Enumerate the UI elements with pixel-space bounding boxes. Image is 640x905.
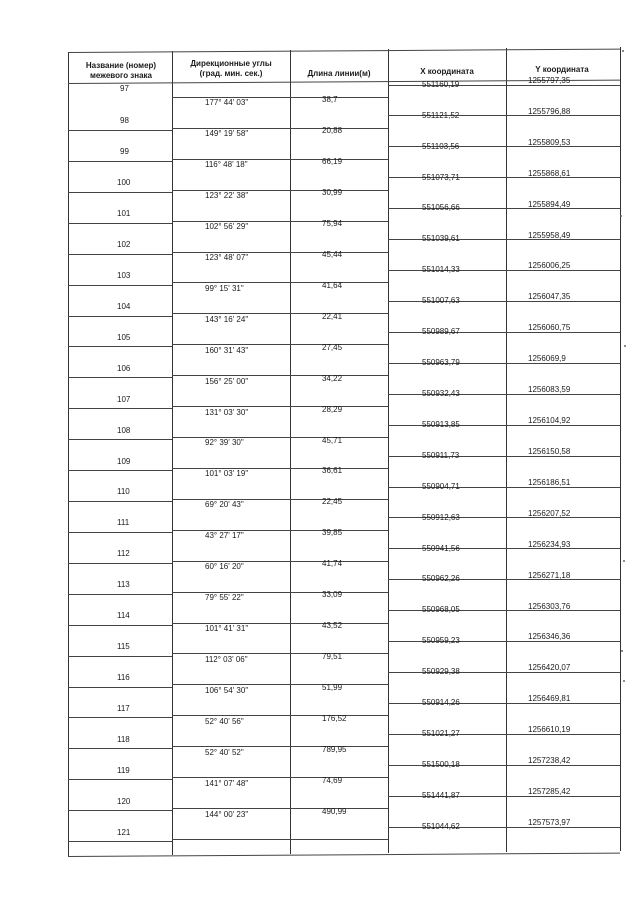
segment-length: 38,7 (322, 95, 338, 105)
scan-speck (624, 345, 626, 347)
header-name-line2: межевого знака (89, 71, 153, 80)
header-length: Длина линии(м) (307, 69, 371, 78)
segment-length: 30,99 (322, 188, 343, 198)
point-name: 112 (117, 549, 130, 559)
segment-angle: 131° 03' 30" (205, 407, 249, 417)
header-angle (172, 59, 290, 79)
segment-angle: 106° 54' 30" (205, 685, 249, 695)
point-y: 1256207,52 (528, 508, 571, 518)
point-x: 551014,33 (422, 265, 460, 275)
point-x: 550989,67 (422, 327, 460, 337)
segment-angle: 116° 48' 18" (205, 160, 248, 170)
row-separator (68, 532, 172, 533)
segment-length: 22,41 (322, 311, 343, 321)
segment-length: 27,45 (322, 342, 343, 352)
segment-length: 75,94 (322, 219, 343, 229)
point-x: 550963,79 (422, 358, 460, 368)
point-x: 550912,63 (422, 512, 460, 522)
segment-angle: 144° 00' 23" (205, 809, 249, 819)
segment-angle: 52° 40' 52" (205, 747, 244, 757)
point-name: 97 (120, 84, 129, 94)
point-x: 551007,63 (422, 296, 460, 306)
segment-angle: 141° 07' 48" (205, 778, 249, 788)
point-y: 1255797,35 (528, 75, 571, 85)
segment-angle: 123° 48' 07" (205, 252, 249, 262)
row-separator (68, 285, 172, 286)
point-name: 115 (117, 642, 130, 652)
point-name: 99 (120, 147, 129, 157)
point-x: 551441,87 (422, 790, 460, 800)
point-y: 1256469,81 (528, 694, 571, 704)
segment-length: 74,69 (322, 775, 343, 785)
point-x: 550911,73 (422, 450, 460, 460)
point-y: 1256346,36 (528, 632, 571, 642)
header-angle-line2: (град. мин. сек.) (199, 69, 263, 78)
row-separator (68, 779, 172, 780)
row-separator (68, 656, 172, 657)
header-angle-line1: Дирекционные углы (190, 59, 272, 68)
segment-length: 39,85 (322, 528, 343, 538)
segment-angle: 102° 56' 29" (205, 222, 249, 232)
row-separator (68, 161, 172, 162)
row-separator (68, 377, 172, 378)
point-y: 1256083,59 (528, 385, 571, 395)
scan-speck (620, 215, 622, 217)
table-border-vertical (290, 50, 291, 854)
row-separator (68, 316, 172, 317)
row-separator (68, 625, 172, 626)
segment-angle: 160° 31' 43" (205, 345, 249, 355)
point-name: 121 (117, 827, 131, 837)
point-name: 111 (117, 518, 130, 528)
point-x: 551103,56 (422, 141, 460, 151)
point-y: 1256303,76 (528, 601, 571, 611)
segment-length: 66,19 (322, 157, 343, 167)
point-y: 1256069,9 (528, 354, 566, 364)
segment-angle: 123° 22' 38" (205, 191, 249, 201)
point-y: 1255894,49 (528, 199, 571, 209)
point-y: 1257238,42 (528, 756, 571, 766)
scan-speck (622, 50, 624, 52)
point-x: 550962,26 (422, 574, 460, 584)
point-name: 98 (120, 116, 129, 126)
point-x: 550941,56 (422, 543, 460, 553)
point-x: 550959,23 (422, 636, 460, 646)
header-y: Y координата (535, 65, 589, 74)
row-separator (68, 470, 172, 471)
segment-length: 28,29 (322, 404, 343, 414)
point-y: 1256186,51 (528, 477, 571, 487)
point-name: 106 (117, 363, 131, 373)
segment-angle: 101° 41' 31" (205, 624, 249, 633)
point-y: 1255958,49 (528, 230, 571, 240)
point-y: 1255809,53 (528, 137, 571, 147)
table-border-vertical (68, 52, 69, 856)
segment-length: 45,44 (322, 250, 343, 259)
row-separator (68, 501, 172, 502)
point-y: 1256060,75 (528, 323, 571, 333)
point-name: 102 (117, 240, 131, 250)
scan-speck (623, 680, 625, 682)
header-x: X координата (420, 67, 474, 76)
segment-length: 34,22 (322, 373, 343, 383)
point-name: 107 (117, 394, 131, 404)
point-name: 119 (117, 765, 130, 775)
table-border-bottom (68, 853, 620, 857)
row-separator (68, 748, 172, 749)
table-border-vertical (388, 49, 389, 853)
row-separator (68, 130, 172, 131)
segment-angle: 69° 20' 43" (205, 500, 244, 510)
point-name: 117 (117, 703, 130, 713)
point-x: 551056,66 (422, 203, 460, 213)
point-y: 1256234,93 (528, 539, 571, 549)
table-border-vertical (620, 47, 621, 851)
row-separator (68, 563, 172, 564)
segment-length: 41,64 (322, 280, 343, 290)
point-name: 109 (117, 456, 131, 466)
row-separator (68, 408, 172, 409)
point-x: 551044,62 (422, 821, 460, 831)
point-x: 550932,43 (422, 388, 460, 398)
point-x: 550968,05 (422, 605, 460, 615)
point-x: 550929,38 (422, 667, 460, 677)
segment-length: 51,99 (322, 682, 343, 692)
point-name: 104 (117, 301, 131, 311)
segment-angle: 177° 44' 03" (205, 98, 249, 108)
row-separator (68, 594, 172, 595)
point-y: 1256006,25 (528, 261, 571, 271)
segment-angle: 43° 27' 17" (205, 531, 244, 541)
table-border-top (68, 49, 620, 53)
row-separator (68, 254, 172, 255)
segment-angle: 52° 40' 56" (205, 716, 244, 726)
scan-speck (621, 650, 623, 652)
segment-length: 36,61 (322, 466, 343, 476)
segment-length: 20,88 (322, 126, 343, 136)
point-y: 1255868,61 (528, 168, 571, 178)
point-x: 551121,52 (422, 110, 460, 120)
row-separator (68, 687, 172, 688)
point-name: 118 (117, 734, 130, 744)
row-separator (68, 223, 172, 224)
point-name: 100 (117, 178, 131, 188)
point-y: 1256271,18 (528, 570, 571, 580)
point-name: 114 (117, 611, 130, 621)
segment-angle: 156° 25' 00" (205, 376, 249, 386)
point-name: 120 (117, 796, 131, 806)
point-x: 551039,61 (422, 234, 460, 244)
point-x: 551021,27 (422, 729, 460, 739)
header-name-line1: Название (номер) (85, 61, 157, 70)
row-separator (68, 192, 172, 193)
point-y: 1256104,92 (528, 416, 571, 426)
header-name (70, 61, 172, 81)
segment-length: 33,09 (322, 590, 343, 600)
point-name: 103 (117, 270, 131, 280)
point-name: 108 (117, 425, 131, 435)
point-y: 1256610,19 (528, 725, 571, 735)
segment-length: 79,51 (322, 651, 343, 661)
point-x: 551500,18 (422, 759, 460, 769)
point-name: 113 (117, 580, 130, 590)
segment-angle: 60° 16' 20" (205, 562, 244, 572)
point-y: 1257573,97 (528, 818, 571, 827)
segment-length: 43,52 (322, 621, 343, 631)
row-separator (68, 810, 172, 811)
point-x: 551160,19 (422, 79, 460, 89)
point-x: 550914,26 (422, 698, 460, 708)
point-y: 1256420,07 (528, 663, 571, 673)
segment-angle: 92° 39' 30" (205, 438, 244, 448)
segment-angle: 112° 03' 06" (205, 654, 248, 664)
point-y: 1257285,42 (528, 787, 571, 797)
point-name: 110 (117, 487, 130, 497)
segment-length: 22,45 (322, 497, 343, 507)
point-x: 550913,85 (422, 419, 460, 429)
row-separator (68, 717, 172, 718)
segment-length: 176,52 (322, 713, 347, 723)
row-separator (68, 439, 172, 440)
segment-length: 45,71 (322, 435, 343, 445)
segment-length: 490,99 (322, 806, 347, 816)
point-x: 550904,71 (422, 481, 460, 491)
segment-angle: 101° 03' 19" (205, 469, 249, 479)
point-name: 105 (117, 332, 131, 342)
point-x: 551073,71 (422, 172, 460, 182)
segment-length: 789,95 (322, 744, 347, 754)
table-border-vertical (172, 51, 173, 855)
point-name: 101 (117, 209, 131, 219)
point-y: 1255796,88 (528, 106, 571, 116)
scan-speck (623, 560, 625, 562)
point-y: 1256150,58 (528, 446, 571, 456)
row-separator (68, 841, 172, 842)
segment-angle: 99° 15' 31" (205, 283, 244, 293)
table-border-vertical (506, 48, 507, 852)
point-name: 116 (117, 672, 130, 682)
point-y: 1256047,35 (528, 292, 571, 302)
segment-angle: 79° 55' 22" (205, 593, 244, 603)
row-separator (172, 839, 388, 840)
segment-angle: 149° 19' 58" (205, 129, 249, 139)
segment-angle: 143° 16' 24" (205, 314, 249, 324)
segment-length: 41,74 (322, 559, 343, 569)
row-separator (68, 346, 172, 347)
